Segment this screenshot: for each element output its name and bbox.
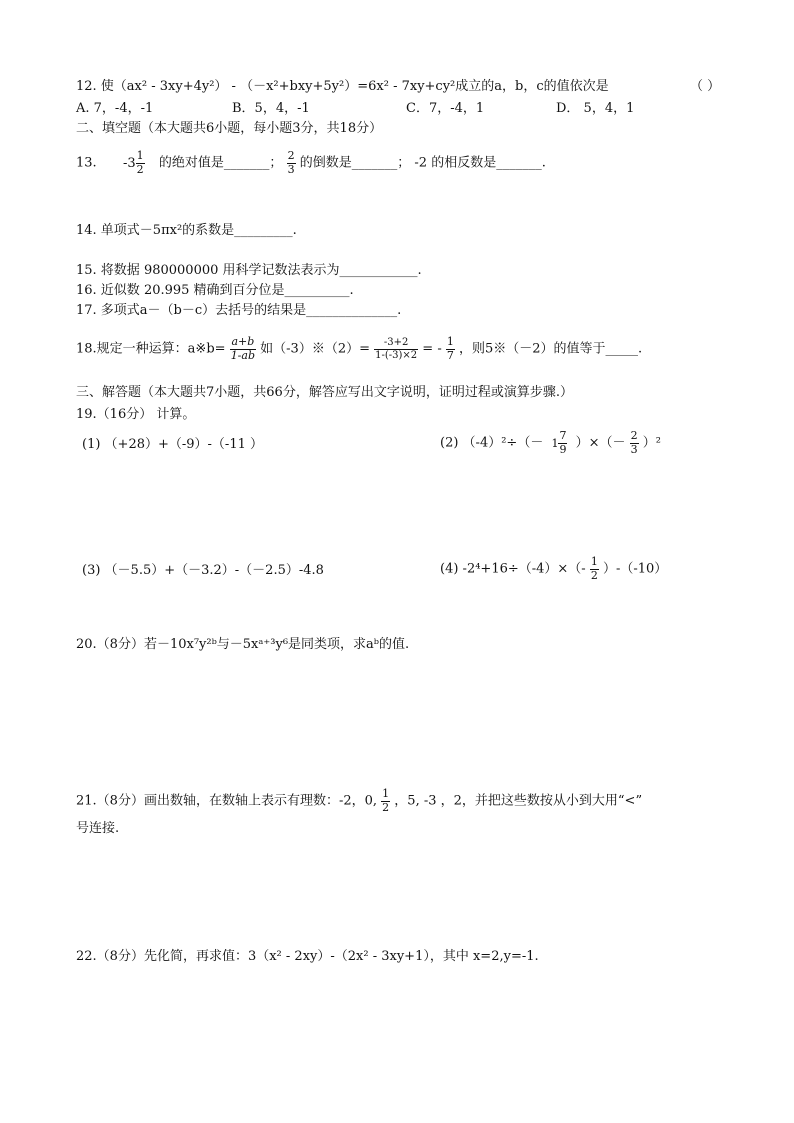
q17: 17. 多项式a－（b－c）去括号的结果是______________.: [76, 303, 402, 318]
q12-choice-a: A. 7，-4，-1: [76, 101, 154, 116]
q13-mixed-number: -3 $\frac{1}{2}$: [122, 149, 144, 176]
q15: 15. 将数据 980000000 用科学记数法表示为____________.: [76, 263, 422, 278]
q13-neg-two: -2: [414, 155, 428, 171]
q12-answer-paren: （ ）: [690, 79, 721, 94]
section-2-heading: 二、填空题（本大题共6小题，每小题3分，共18分）: [76, 121, 383, 136]
q13-number: 13.: [76, 155, 97, 171]
q19-part-2-fraction: $\frac{2}{3}$: [630, 429, 638, 456]
q20: 20.（8分）若－10x⁷y²ᵇ与－5xᵃ⁺³y⁶是同类项，求aᵇ的值.: [76, 637, 410, 652]
q18-equals: = -: [422, 341, 442, 357]
q13: [76, 150, 546, 176]
q14: 14. 单项式－5πx²的系数是_________.: [76, 223, 297, 238]
q22: 22.（8分）先化简，再求值：3（x² - 2xy）-（2x² - 3xy+1），其中 x=2,y=-1.: [76, 949, 539, 964]
q19-part-2-mixed: 1 $\frac{7}{9}$: [551, 429, 567, 456]
q19-part-3: (3) （－5.5）+（－3.2）-（－2.5）-4.8: [82, 563, 324, 578]
q12-choice-c: C．7，-4，1: [406, 101, 485, 116]
q18-result-fraction: $\frac{1}{7}$: [446, 335, 454, 362]
section-3-heading: 三、解答题（本大题共7小题，共66分，解答应写出文字说明，证明过程或演算步骤.）: [76, 385, 573, 400]
q13-reciprocal-text: 的倒数是_______；: [299, 155, 411, 171]
q19-part-1: (1) （+28）+（-9）-（-11 ）: [82, 437, 263, 452]
q18-tail: ，则5※（－2）的值等于_____.: [459, 341, 643, 357]
q19-part-4-fraction: $\frac{1}{2}$: [590, 555, 598, 582]
q18: [76, 336, 642, 362]
q12-stem: 12. 使（ax² - 3xy+4y²） - （－x²+bxy+5y²）=6x² - 7xy+cy²成立的a，b，c的值依次是: [76, 79, 609, 94]
q18-example: 如（-3）※（2）=: [260, 341, 370, 357]
q21-line-1: 21.（8分）画出数轴，在数轴上表示有理数：-2，0, $\frac{1}{2}$ ，5, -3 ，2，并把这些数按从小到大用“<”: [76, 787, 643, 814]
q21-line-2: 号连接.: [76, 821, 120, 836]
q18-example-fraction: $\frac{-3+2}{1-(-3)\times 2}$: [375, 337, 418, 361]
q19-heading: 19.（16分） 计算。: [76, 407, 196, 422]
q13-fraction: $\frac{2}{3}$: [287, 149, 295, 176]
q18-lead: 18.规定一种运算：a※b=: [76, 341, 226, 357]
q13-abs-text: 的绝对值是_______；: [158, 155, 283, 171]
q18-definition-fraction: $\frac{a+b}{1-ab}$: [230, 335, 256, 362]
q19-part-2: (2) （-4）²÷（－ 1 $\frac{7}{9}$ ）×（－ $\frac{2}{3}$ ）²: [440, 429, 662, 456]
q19-part-4: (4) -2⁴+16÷（-4）×（- $\frac{1}{2}$ ）-（-10）: [440, 555, 668, 582]
q13-opposite-text: 的相反数是_______.: [431, 155, 546, 171]
q12-choice-b: B．5，4，-1: [232, 101, 310, 116]
q16: 16. 近似数 20.995 精确到百分位是__________.: [76, 283, 354, 298]
q12-choice-d: D． 5，4，1: [556, 101, 635, 116]
q21-fraction: $\frac{1}{2}$: [382, 787, 390, 814]
